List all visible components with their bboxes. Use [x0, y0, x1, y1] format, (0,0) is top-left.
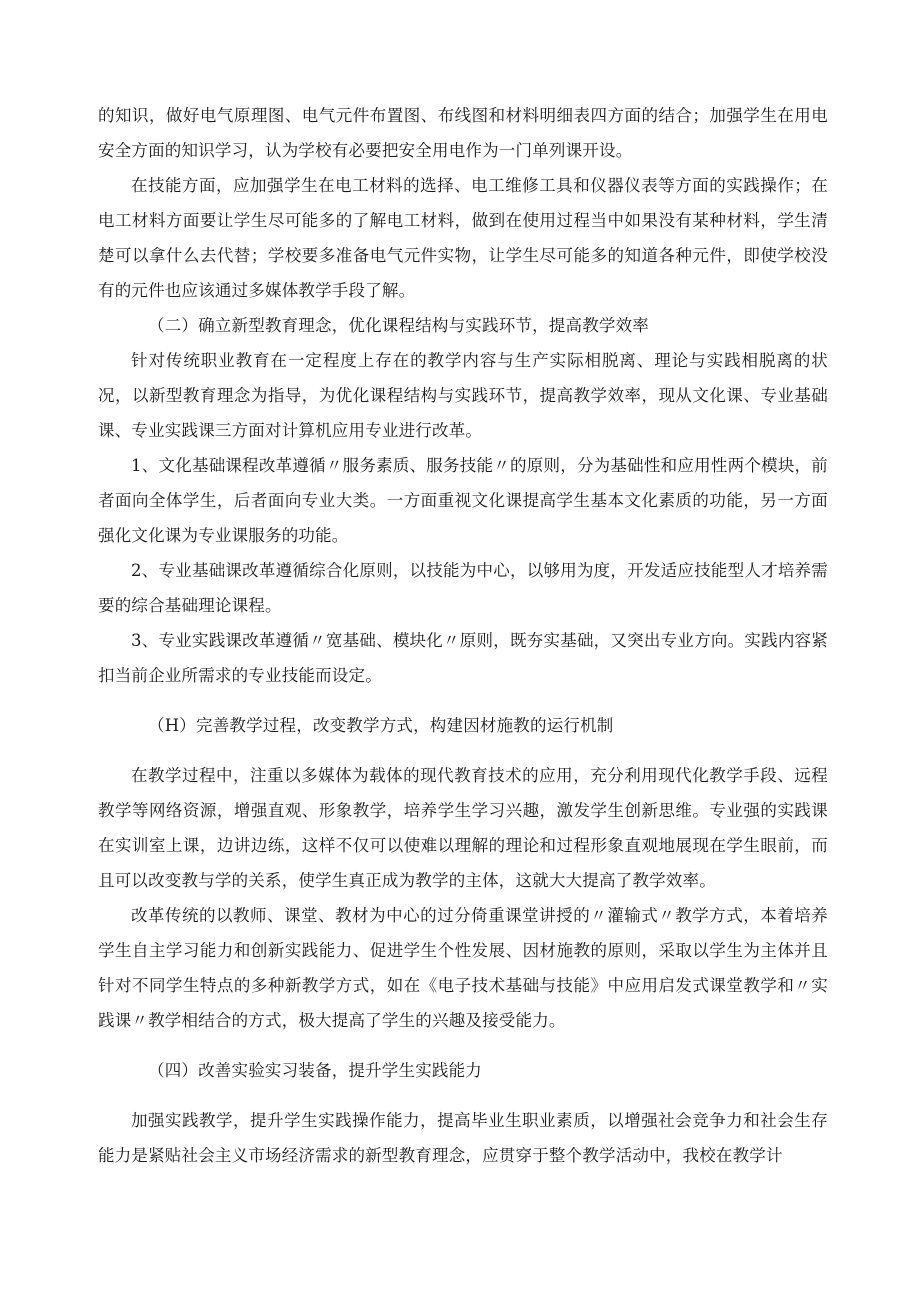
paragraph-reform-item-1: 1、文化基础课程改革遵循〃服务素质、服务技能〃的原则，分为基础性和应用性两个模块，前者面向全体学生，后者面向专业大类。一方面重视文化课提高学生基本文化素质的功能，另一方面强化文化课为专业课服务的功能。 [98, 456, 828, 545]
paragraph-reform-item-3: 3、专业实践课改革遵循〃宽基础、模块化〃原则，既夯实基础，又突出专业方向。实践内容紧扣当前企业所需求的专业技能而设定。 [98, 631, 828, 685]
paragraph-electrical-knowledge: 的知识，做好电气原理图、电气元件布置图、布线图和材料明细表四方面的结合；加强学生在用电安全方面的知识学习，认为学校有必要把安全用电作为一门单列课开设。 [98, 106, 828, 160]
paragraph-skills: 在技能方面，应加强学生在电工材料的选择、电工维修工具和仪器仪表等方面的实践操作；在电工材料方面要让学生尽可能多的了解电工材料，做到在使用过程当中如果没有某种材料，学生清楚可以拿什么去代替；学校要多准备电气元件实物，让学生尽可能多的知道各种元件，即使学校没有的元件也应该通过多媒体教学手段了解。 [98, 176, 828, 300]
paragraph-teaching-method: 改革传统的以教师、课堂、教材为中心的过分倚重课堂讲授的〃灌输式〃教学方式，本着培养学生自主学习能力和创新实践能力、促进学生个性发展、因材施教的原则，采取以学生为主体并且针对不同学生特点的多种新教学方式，如在《电子技术基础与技能》中应用启发式课堂教学和〃实践课〃教学相结合的方式，极大提高了学生的兴趣及接受能力。 [98, 906, 828, 1030]
section-heading-4: （四）改善实验实习装备，提升学生实践能力 [148, 1061, 482, 1080]
paragraph-practice: 加强实践教学，提升学生实践操作能力，提高毕业生职业素质，以增强社会竞争力和社会生存能力是紧贴社会主义市场经济需求的新型教育理念，应贯穿于整个教学活动中，我校在教学计 [98, 1111, 828, 1165]
document-page [98, 98, 828, 1173]
section-heading-2: （二）确立新型教育理念，优化课程结构与实践环节，提高教学效率 [148, 316, 649, 335]
section-heading-3: （H）完善教学过程，改变教学方式，构建因材施教的运行机制 [148, 716, 614, 735]
paragraph-reform-intro: 针对传统职业教育在一定程度上存在的教学内容与生产实际相脱离、理论与实践相脱离的状况，以新型教育理念为指导，为优化课程结构与实践环节，提高教学效率，现从文化课、专业基础课、专业实践课三方面对计算机应用专业进行改革。 [98, 351, 828, 440]
paragraph-teaching-process: 在教学过程中，注重以多媒体为载体的现代教育技术的应用，充分利用现代化教学手段、远程教学等网络资源，增强直观、形象教学，培养学生学习兴趣，激发学生创新思维。专业强的实践课在实训室上课，边讲边练，这样不仅可以使难以理解的理论和过程形象直观地展现在学生眼前，而且可以改变教与学的关系，使学生真正成为教学的主体，这就大大提高了教学效率。 [98, 766, 828, 890]
paragraph-reform-item-2: 2、专业基础课改革遵循综合化原则，以技能为中心，以够用为度，开发适应技能型人才培养需要的综合基础理论课程。 [98, 561, 828, 615]
